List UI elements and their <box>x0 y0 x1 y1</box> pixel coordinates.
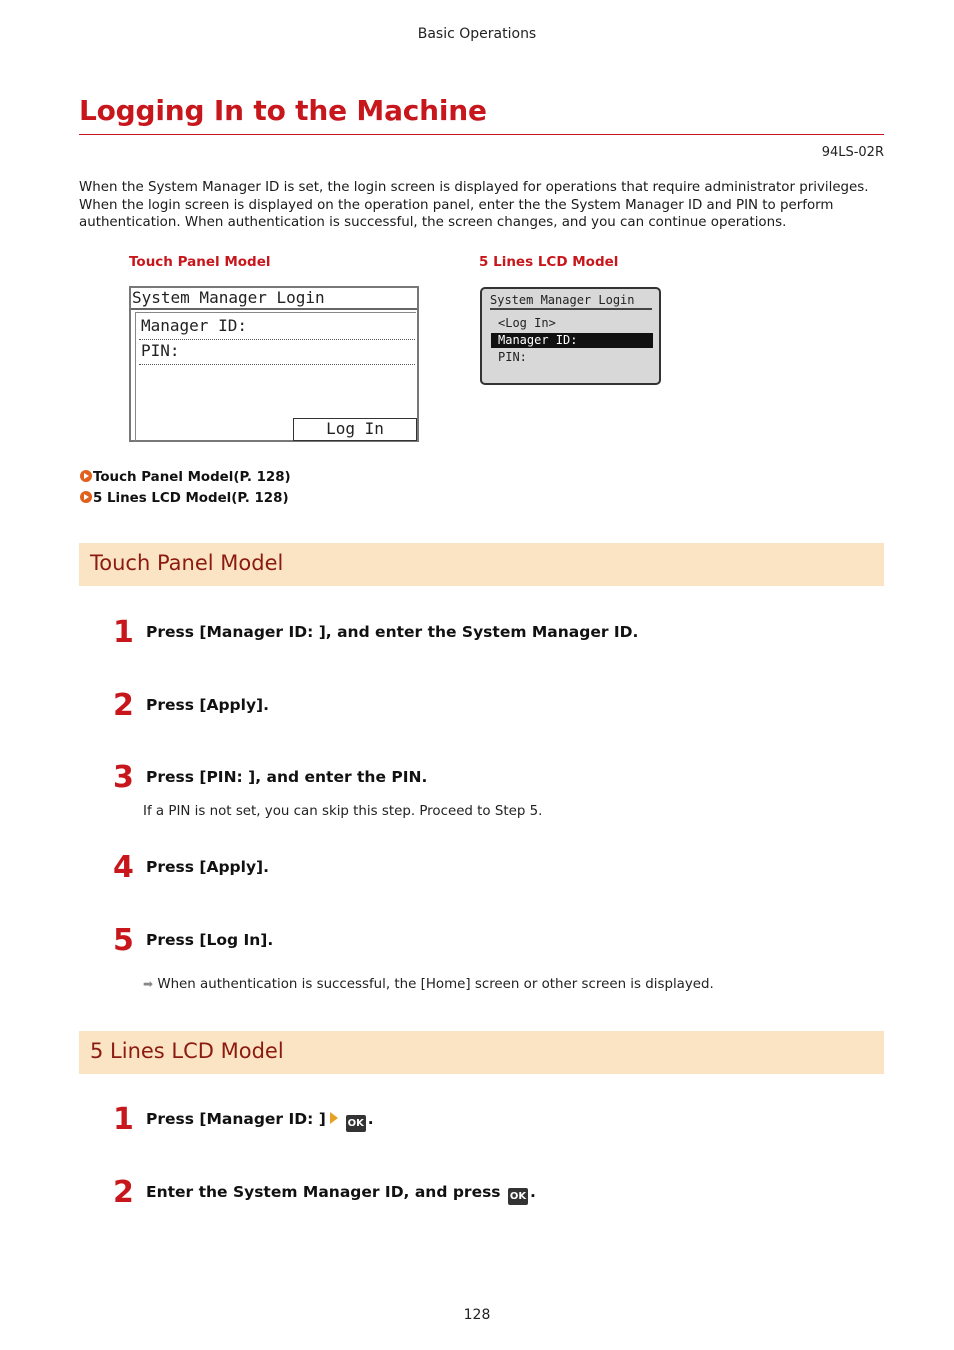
step-text: Press [Apply]. <box>146 858 270 876</box>
ok-key-icon: OK <box>346 1115 366 1132</box>
section-heading-touch <box>79 543 884 586</box>
touch-screen-title: System Manager Login <box>131 288 417 310</box>
title-rule <box>79 134 884 135</box>
lcd-screen-title: System Manager Login <box>490 293 652 310</box>
intro-paragraph: When the System Manager ID is set, the login screen is displayed for operations that require administrator privileges. When the login screen is displayed on the operation panel, enter the the System Manager ID and PIN to perform authentication. When authentication is successful, the screen changes, and you can continue operations. <box>79 180 869 231</box>
page-number: 128 <box>463 1307 491 1323</box>
figure-label-lcd: 5 Lines LCD Model <box>479 254 619 270</box>
result-arrow-icon: ➡ <box>143 977 154 991</box>
step-number: 3 <box>113 760 134 795</box>
next-arrow-icon <box>330 1112 338 1124</box>
step-number: 2 <box>113 688 134 723</box>
touch-pin-field: PIN: <box>141 341 180 360</box>
touch-login-button: Log In <box>293 418 417 441</box>
link-label: Touch Panel Model(P. 128) <box>93 470 291 485</box>
link-touch-panel-model[interactable] <box>80 470 291 485</box>
touch-panel-login-screen <box>129 286 419 442</box>
lcd-login-screen <box>480 287 661 385</box>
step-text: Enter the System Manager ID, and press <box>146 1183 501 1201</box>
document-id: 94LS-02R <box>821 145 884 160</box>
lcd-manager-id-highlight: Manager ID: <box>491 333 653 348</box>
step-number: 2 <box>113 1175 134 1210</box>
section-heading-lcd <box>79 1031 884 1074</box>
step-text-end: . <box>529 1183 536 1201</box>
step-text: Press [Log In]. <box>146 931 274 949</box>
touch-divider <box>139 339 415 340</box>
link-lcd-model[interactable] <box>80 491 289 506</box>
step-note: If a PIN is not set, you can skip this step. Proceed to Step 5. <box>143 804 543 819</box>
step-result <box>143 977 714 992</box>
lcd-login-line: <Log In> <box>498 316 556 330</box>
link-label: 5 Lines LCD Model(P. 128) <box>93 491 289 506</box>
link-arrow-icon <box>80 470 92 482</box>
page-title: Logging In to the Machine <box>79 94 487 127</box>
touch-manager-id-field: Manager ID: <box>141 316 247 335</box>
step-text: Press [Manager ID: ] <box>146 1110 326 1128</box>
step-text: Press [Apply]. <box>146 696 270 714</box>
step-text: Press [PIN: ], and enter the PIN. <box>146 768 428 786</box>
ok-key-icon: OK <box>508 1188 528 1205</box>
step-result-text: When authentication is successful, the [Home] screen or other screen is displayed. <box>157 977 714 992</box>
step-text-row <box>146 1183 536 1205</box>
touch-screen-body <box>135 312 416 441</box>
step-text-end: . <box>367 1110 374 1128</box>
step-number: 1 <box>113 615 134 650</box>
step-number: 5 <box>113 923 134 958</box>
lcd-pin-line: PIN: <box>498 350 527 364</box>
step-number: 1 <box>113 1102 134 1137</box>
section-heading-text: 5 Lines LCD Model <box>90 1039 284 1063</box>
running-header: Basic Operations <box>417 26 537 42</box>
touch-divider <box>139 364 415 365</box>
link-arrow-icon <box>80 491 92 503</box>
figure-label-touch: Touch Panel Model <box>129 254 271 270</box>
section-heading-text: Touch Panel Model <box>90 551 284 575</box>
step-text: Press [Manager ID: ], and enter the System Manager ID. <box>146 623 639 641</box>
step-text-row <box>146 1110 374 1132</box>
step-number: 4 <box>113 850 134 885</box>
